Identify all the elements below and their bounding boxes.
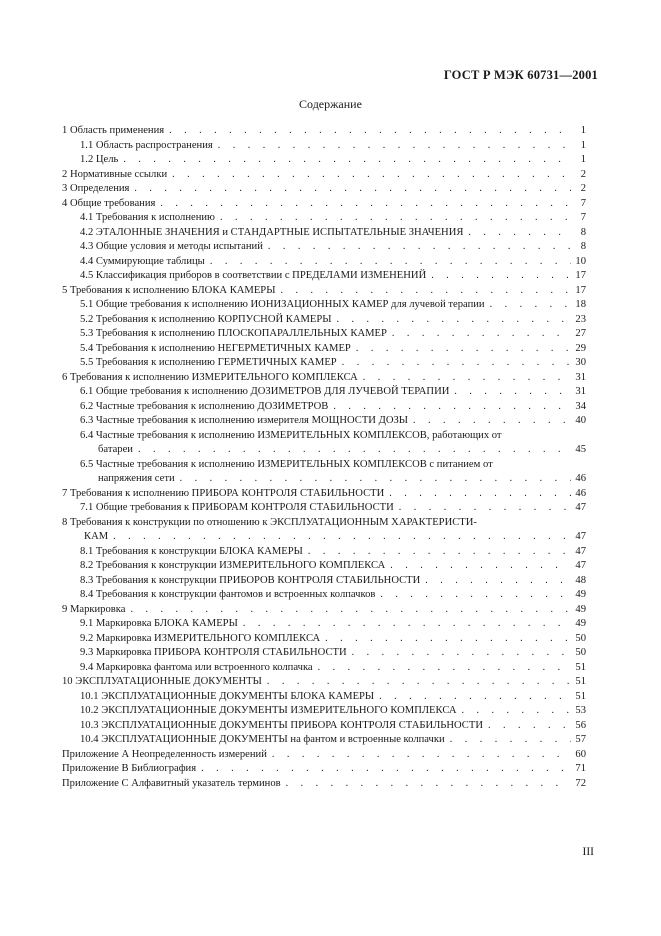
toc-entry [62,153,586,168]
toc-entry-page: 47 [575,502,586,513]
dot-leader [180,472,571,487]
dot-leader [342,356,571,371]
toc-entry-page: 2 [580,168,586,180]
toc-entry [62,385,586,400]
toc-entry-title: 9.4 Маркировка фантома или встроенного колпачка [80,661,313,673]
toc-entry-title: 4.1 Требования к исполнению [80,212,215,223]
toc-entry-page: 47 [575,545,586,557]
toc-entry-title: 8.4 Требования к конструкции фантомов и встроенных колпачков [80,589,376,600]
dot-leader [454,385,571,400]
toc-entry-page: 23 [575,313,586,325]
toc-entry-title: 6.5 Частные требования к исполнению ИЗМЕРИТЕЛЬНЫХ КОМПЛЕКСОВ с питанием от [80,458,493,470]
toc-entry-page: 8 [580,226,586,238]
toc-entry-page: 40 [575,415,586,426]
dot-leader [267,675,571,690]
toc-entry-page: 31 [575,371,586,383]
dot-leader [134,182,571,197]
toc-entry-title-continuation: КАМ [84,531,109,542]
dot-leader [363,371,571,386]
dot-leader [243,617,571,632]
toc-entry-title: 8 Требования к конструкции по отношению к ЭКСПЛУАТАЦИОННЫМ ХАРАКТЕРИСТИ- [62,516,477,528]
toc-entry-title: Приложение А Неопределенность измерений [62,748,267,760]
toc-entry-page: 1 [580,154,586,165]
toc-entry-page: 56 [575,719,586,731]
toc-entry-title: 6.3 Частные требования к исполнению измерителя МОЩНОСТИ ДОЗЫ [80,415,409,426]
toc-entry [62,748,586,763]
toc-entry [62,414,586,429]
toc-entry [62,458,586,487]
toc-entry [62,632,586,647]
toc-entry-page: 27 [575,328,586,339]
dot-leader [220,211,571,226]
dot-leader [210,255,571,270]
toc-entry [62,733,586,748]
dot-leader [123,153,571,168]
toc-entry [62,240,586,255]
dot-leader [399,501,571,516]
toc-entry [62,646,586,661]
dot-leader [356,342,571,357]
toc-entry-title: 5.2 Требования к исполнению КОРПУСНОЙ КАМЕРЫ [80,313,332,325]
dot-leader [130,603,571,618]
toc-entry-page: 51 [575,676,586,687]
dot-leader [425,574,571,589]
toc-entry-page: 51 [575,690,586,702]
toc-entry-title: 6.1 Общие требования к исполнению ДОЗИМЕТРОВ ДЛЯ ЛУЧЕВОЙ ТЕРАПИИ [80,386,450,397]
dot-leader [490,298,571,313]
toc-entry [62,284,586,299]
dot-leader [280,284,571,299]
toc-entry-page: 46 [575,487,586,499]
dot-leader [268,240,571,255]
toc-entry-title: 5 Требования к исполнению БЛОКА КАМЕРЫ [62,284,276,296]
toc-entry [62,342,586,357]
dot-leader [160,197,571,212]
toc-entry-title-continuation: напряжения сети [98,473,175,484]
toc-entry-title: 8.1 Требования к конструкции БЛОКА КАМЕРЫ [80,545,303,557]
toc-entry-title: 5.4 Требования к исполнению НЕГЕРМЕТИЧНЫХ КАМЕР [80,342,351,354]
toc-entry-title: 9 Маркировка [62,603,126,615]
toc-entry-title: 1.2 Цель [80,154,119,165]
toc-entry-page: 18 [575,299,586,310]
toc-entry-page: 31 [575,386,586,397]
toc-entry [62,487,586,502]
toc-entry-page: 29 [575,342,586,354]
toc-entry-page: 34 [575,400,586,412]
toc-entry-page: 2 [580,183,586,194]
toc-entry-page: 47 [575,531,586,542]
toc-entry-title: 10 ЭКСПЛУАТАЦИОННЫЕ ДОКУМЕНТЫ [62,676,262,687]
dot-leader [272,748,571,763]
toc-entry-title: 3 Определения [62,183,130,194]
toc-entry [62,356,586,371]
dot-leader [413,414,571,429]
toc-entry [62,327,586,342]
toc-entry [62,603,586,618]
dot-leader [379,690,571,705]
dot-leader [337,313,571,328]
toc-entry [62,168,586,183]
toc-entry-page: 50 [575,647,586,658]
toc-entry [62,588,586,603]
toc-entry-title: Приложение С Алфавитный указатель терминов [62,777,281,789]
toc-entry-title: 9.1 Маркировка БЛОКА КАМЕРЫ [80,618,238,629]
toc-entry [62,371,586,386]
toc-entry-title: 5.3 Требования к исполнению ПЛОСКОПАРАЛЛЕЛЬНЫХ КАМЕР [80,328,387,339]
toc-entry [62,313,586,328]
toc-entry-title: 4.2 ЭТАЛОННЫЕ ЗНАЧЕНИЯ и СТАНДАРТНЫЕ ИСПЫТАТЕЛЬНЫЕ ЗНАЧЕНИЯ [80,226,464,238]
toc-entry-title-continuation: батареи [98,444,133,455]
dot-leader [431,269,571,284]
toc-entry-page: 7 [580,212,586,223]
toc-entry-title: 8.3 Требования к конструкции ПРИБОРОВ КОНТРОЛЯ СТАБИЛЬНОСТИ [80,574,421,586]
toc-entry [62,269,586,284]
toc-entry [62,255,586,270]
toc-entry-title: Приложение В Библиография [62,763,197,774]
toc-entry-page: 50 [575,632,586,644]
toc-entry [62,574,586,589]
toc-entry-title: 5.1 Общие требования к исполнению ИОНИЗАЦИОННЫХ КАМЕР для лучевой терапии [80,299,485,310]
toc-entry-title: 8.2 Требования к конструкции ИЗМЕРИТЕЛЬНОГО КОМПЛЕКСА [80,560,386,571]
dot-leader [389,487,571,502]
toc-entry [62,690,586,705]
dot-leader [468,226,571,241]
toc-entry-title: 4.5 Классификация приборов в соответствии с ПРЕДЕЛАМИ ИЗМЕНЕНИЙ [80,270,427,281]
dot-leader [286,777,571,792]
dot-leader [318,661,571,676]
toc-entry [62,400,586,415]
toc-entry-page: 53 [575,705,586,716]
toc-entry [62,762,586,777]
toc-entry-title: 4.3 Общие условия и методы испытаний [80,241,263,252]
toc-entry-page: 17 [575,284,586,296]
toc-entry-page: 1 [580,139,586,151]
dot-leader [392,327,571,342]
toc-entry [62,429,586,458]
toc-entry-page: 7 [580,197,586,209]
toc-entry-page: 48 [575,574,586,586]
toc-entry-page: 49 [575,589,586,600]
toc-entry-page: 8 [580,241,586,252]
toc-entry [62,675,586,690]
toc-entry-title: 5.5 Требования к исполнению ГЕРМЕТИЧНЫХ КАМЕР [80,357,337,368]
toc-entry-page: 47 [575,560,586,571]
toc-entry-title: 10.1 ЭКСПЛУАТАЦИОННЫЕ ДОКУМЕНТЫ БЛОКА КАМЕРЫ [80,690,375,702]
page-number: III [582,846,594,858]
toc-entry-title: 10.4 ЭКСПЛУАТАЦИОННЫЕ ДОКУМЕНТЫ на фантом и встроенные колпачки [80,734,445,745]
toc-entry-page: 10 [575,255,586,267]
toc-entry-page: 1 [580,125,586,136]
dot-leader [352,646,571,661]
toc-entry [62,545,586,560]
dot-leader [325,632,571,647]
toc-entry-page: 57 [575,734,586,745]
toc-entry-title: 9.2 Маркировка ИЗМЕРИТЕЛЬНОГО КОМПЛЕКСА [80,632,321,644]
toc-entry-title: 6.2 Частные требования к исполнению ДОЗИМЕТРОВ [80,400,329,412]
toc-entry [62,226,586,241]
toc-entry-page: 49 [575,603,586,615]
toc-entry [62,704,586,719]
toc-entry [62,617,586,632]
toc-entry-title: 10.2 ЭКСПЛУАТАЦИОННЫЕ ДОКУМЕНТЫ ИЗМЕРИТЕЛЬНОГО КОМПЛЕКСА [80,705,457,716]
table-of-contents [62,124,586,791]
toc-entry-title: 7.1 Общие требования к ПРИБОРАМ КОНТРОЛЯ СТАБИЛЬНОСТИ [80,502,394,513]
dot-leader [172,168,571,183]
toc-entry [62,516,586,545]
toc-title: Содержание [299,97,362,111]
dot-leader [488,719,571,734]
dot-leader [218,139,571,154]
toc-entry-title: 1 Область применения [62,125,165,136]
toc-entry [62,139,586,154]
toc-entry-page: 49 [575,618,586,629]
toc-entry-title: 6 Требования к исполнению ИЗМЕРИТЕЛЬНОГО КОМПЛЕКСА [62,371,358,383]
toc-entry-page: 71 [575,763,586,774]
dot-leader [333,400,571,415]
dot-leader [138,443,571,458]
dot-leader [390,559,571,574]
toc-entry [62,197,586,212]
toc-entry [62,501,586,516]
toc-entry-title: 4 Общие требования [62,197,156,209]
toc-entry [62,719,586,734]
toc-entry [62,182,586,197]
dot-leader [462,704,571,719]
toc-entry-page: 51 [575,661,586,673]
dot-leader [308,545,571,560]
dot-leader [169,124,571,139]
toc-entry-page: 72 [575,777,586,789]
document-code: ГОСТ Р МЭК 60731—2001 [443,68,598,82]
toc-entry [62,559,586,574]
toc-entry-title: 2 Нормативные ссылки [62,168,168,180]
toc-entry-page: 60 [575,748,586,760]
toc-entry-title: 7 Требования к исполнению ПРИБОРА КОНТРОЛЯ СТАБИЛЬНОСТИ [62,487,385,499]
toc-entry-title: 1.1 Область распространения [80,139,213,151]
toc-entry [62,777,586,792]
toc-entry [62,661,586,676]
dot-leader [113,530,571,545]
toc-entry-page: 30 [575,357,586,368]
toc-entry-title: 4.4 Суммирующие таблицы [80,255,205,267]
toc-entry-page: 45 [575,444,586,455]
toc-entry-page: 46 [575,473,586,484]
toc-entry [62,298,586,313]
toc-entry [62,124,586,139]
toc-entry [62,211,586,226]
toc-entry-title: 10.3 ЭКСПЛУАТАЦИОННЫЕ ДОКУМЕНТЫ ПРИБОРА КОНТРОЛЯ СТАБИЛЬНОСТИ [80,719,483,731]
toc-entry-page: 17 [575,270,586,281]
dot-leader [380,588,571,603]
dot-leader [201,762,571,777]
toc-entry-title: 9.3 Маркировка ПРИБОРА КОНТРОЛЯ СТАБИЛЬНОСТИ [80,647,347,658]
dot-leader [450,733,571,748]
toc-entry-title: 6.4 Частные требования к исполнению ИЗМЕРИТЕЛЬНЫХ КОМПЛЕКСОВ, работающих от [80,429,502,441]
